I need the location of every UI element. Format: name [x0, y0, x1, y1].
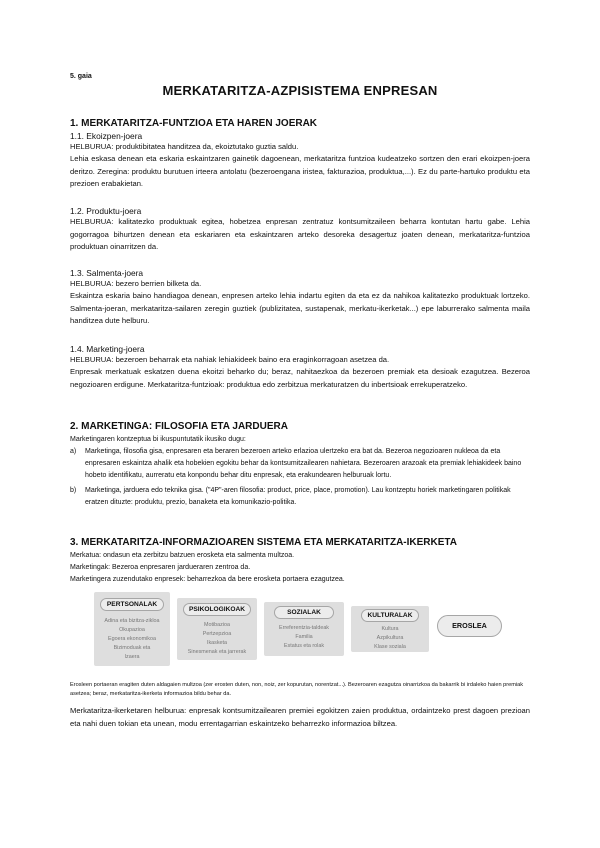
subsection-1-1-text: Lehia eskasa denean eta eskaria eskaintzaren gainetik dagoenean, merkataritza funtzioa kudeatzeko sortzen den erari ekoizpen-joera deritzo. Zeregina: produktu burutuen irteera antolatu (bezeroengana iristea, fakturazioa, produktua,...). Ez du parte-hartuko produktu eta prezioen erabakietan. [70, 154, 530, 188]
list-item [70, 485, 532, 509]
subsection-1-3-title: 1.3. Salmenta-joera [70, 268, 144, 278]
factor-item: Izaera [124, 654, 140, 660]
section-2-list [70, 446, 532, 512]
list-item [70, 446, 532, 482]
chapter-label: 5. gaia [70, 73, 92, 80]
factor-item: Pertzepzioa [202, 631, 232, 637]
list-marker: b) [70, 487, 77, 494]
list-item-text: Marketinga, jarduera edo teknika gisa. ("4P"-aren filosofia: product, price, place, promotion). Lau kontzeptu horiek marketingaren politikak eratzen dituzte: produktu, prezio, banaketa eta komunikazio-politika. [85, 487, 511, 506]
factor-box-title: SOZIALAK [274, 606, 334, 619]
section-2-heading: 2. MARKETINGA: FILOSOFIA ETA JARDUERA [70, 421, 288, 432]
subsection-1-3-text: Eskaintza eskaria baino handiagoa denean, enpresen arteko lehia indartu egiten da eta ez da nahikoa kalitatezko produktuak lortzeko. Salmenta-joeran, merkataritza-sailaren zeregin guztiek (publizitatea, sustapenak, merkatu-ikerketak...) epe laburrerako salmenta maila handitzea dute helburu. [70, 291, 530, 325]
subsection-1-4-title: 1.4. Marketing-joera [70, 344, 145, 354]
factor-item: Estatus eta rolak [283, 643, 325, 649]
factor-item: Ikasketa [206, 640, 228, 646]
buyer-behaviour-diagram [94, 590, 514, 670]
list-marker: a) [70, 448, 77, 455]
factor-box-psychological [177, 598, 257, 660]
factor-item: Familia [295, 634, 313, 640]
factor-item: Azpikultura [376, 635, 404, 641]
factor-item: Adina eta bizitza-zikloa [104, 618, 160, 624]
section-3-line: Marketingera zuzendutako enpresek: beharrezkoa da bere erosketa portaera ezagutzea. [70, 576, 345, 583]
section-3-line: Marketingak: Bezeroa enpresaren jardueraren zentroa da. [70, 564, 251, 571]
subsection-1-3-goal: HELBURUA: bezero berrien bilketa da. [70, 279, 202, 288]
factor-item: Sinesmenak eta jarrerak [187, 649, 247, 655]
buyer-node: EROSLEA [437, 615, 502, 637]
section-3-heading: 3. MERKATARITZA-INFORMAZIOAREN SISTEMA ETA MERKATARITZA-IKERKETA [70, 537, 458, 548]
factor-box-title: PERTSONALAK [100, 598, 164, 611]
section-2-intro: Marketingaren kontzeptua bi ikuspuntutatik ikusiko dugu: [70, 436, 246, 443]
factor-item: Klase soziala [374, 644, 406, 650]
subsection-1-1-title: 1.1. Ekoizpen-joera [70, 131, 143, 141]
factor-box-social [264, 602, 344, 656]
factor-box-cultural [351, 606, 429, 652]
section-1-heading: 1. MERKATARITZA-FUNTZIOA ETA HAREN JOERAK [70, 118, 318, 129]
subsection-1-1-goal: HELBURUA: produktibitatea handitzea da, ekoiztutako guztia saldu. [70, 142, 299, 151]
factor-box-personal [94, 592, 170, 666]
factor-box-title: PSIKOLOGIKOAK [183, 603, 251, 616]
diagram-caption: Erosleen portaeran eragiten duten aldagaien multzoa (zer erosten duten, non, noiz, zer kopurutan, norentzat...). Bezeroaren ezagutza oinarrizkoa da bakarrik bi irdaleko haien premiak asetzea; beraz, merkataritza-ikerketa informazioa bildu behar da. [70, 682, 524, 697]
factor-item: Bizimoduak eta [113, 645, 151, 651]
section-3-closing: Merkataritza-ikerketaren helburua: enpresak kontsumitzailearen premiei egokitzen zaien produktua, ordaintzeko prest dagoen prezioan eta nahi duen tokian eta unean, modu errentagarrian eskaintzeko beharrezko informazioa biltzea. [70, 706, 530, 728]
subsection-1-2-text: HELBURUA: kalitatezko produktuak egitea, hobetzea enpresan zentratuz kontsumitzaileen beharra kontutan hartu gabe. Lehia gogorragoa bihurtzen denean eta eskariaren eta eskaintzaren arteko desoreka desagertuz joaten denean, merkataritza-funtzioa produktuan oinarritzen da. [70, 217, 530, 251]
list-item-text: Marketinga, filosofia gisa, enpresaren eta beraren bezeroen arteko erlazioa ulertzeko era bat da. Bezeroa negozioaren nukleoa da eta enpresaren eskaintza ahalik eta hobekien egokitu behar da kontsumitzailearen nahietara. Bezeroaren arazoak eta premiak lehiakideek baino hobeto identifikatu, aurreratu eta konpondu behar ditu enpresak, eta erakundearen helburuak lortu. [85, 448, 522, 479]
factor-item: Erreferentzia-taldeak [278, 625, 330, 631]
factor-item: Motibazioa [203, 622, 231, 628]
section-3-line: Merkatua: ondasun eta zerbitzu batzuen erosketa eta salmenta multzoa. [70, 552, 295, 559]
factor-box-title: KULTURALAK [361, 609, 419, 622]
factor-item: Okupazioa [119, 627, 145, 633]
factor-item: Egoera ekonomikoa [108, 636, 156, 642]
page-title: MERKATARITZA-AZPISISTEMA ENPRESAN [162, 83, 438, 98]
subsection-1-4-goal: HELBURUA: bezeroen beharrak eta nahiak lehiakideek baino era eraginkorragoan asetzea da. [70, 355, 390, 364]
subsection-1-4-text: Enpresak merkatuak eskatzen duena ekoitzi beharko du; beraz, nahitaezkoa da bezeroen premiak eta desioak ezagutzea. Bezeroa negozioaren erdigune. Merkataritza-funtzioak: produktua edo zerbitzua merkaturatzen du inbertsioak errekuperatzeko. [70, 367, 530, 389]
factor-item: Kultura [381, 626, 399, 632]
subsection-1-2-title: 1.2. Produktu-joera [70, 206, 142, 216]
